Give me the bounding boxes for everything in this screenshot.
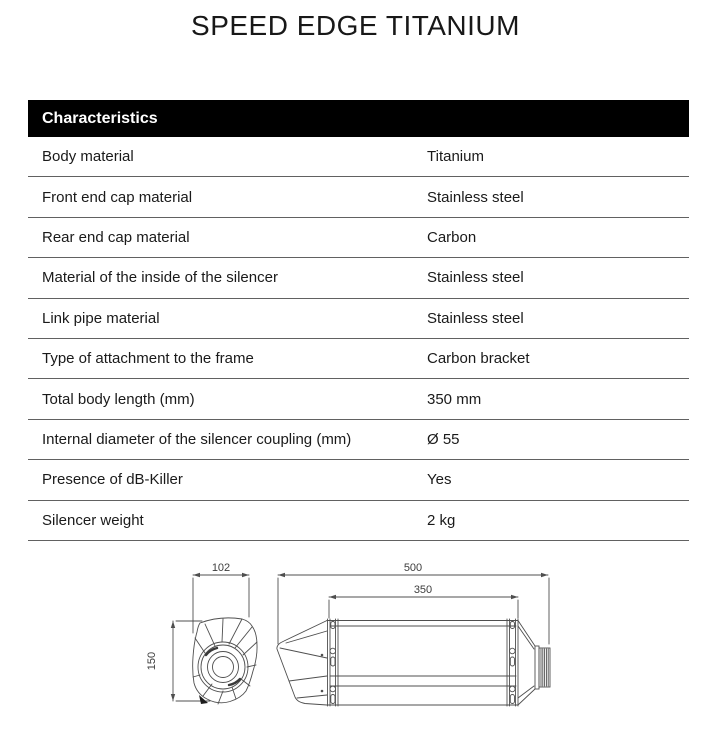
silencer-technical-drawing xyxy=(0,545,711,739)
page-title: SPEED EDGE TITANIUM xyxy=(191,10,520,41)
silencer-technical-drawing-svg xyxy=(0,545,711,739)
row-label: Type of attachment to the frame xyxy=(42,350,254,368)
row-value: Titanium xyxy=(427,148,484,166)
row-value: 2 kg xyxy=(427,511,456,529)
dimension-label-102: 102 xyxy=(211,562,231,574)
table-header: Characteristics xyxy=(28,100,689,137)
row-label: Body material xyxy=(42,148,134,166)
dimension-body-length xyxy=(329,595,518,618)
dimension-label-500: 500 xyxy=(403,562,423,574)
table-row xyxy=(28,218,689,258)
bracket-notch xyxy=(199,695,208,704)
front-clamp-band xyxy=(328,619,339,706)
row-value: Carbon bracket xyxy=(427,350,530,368)
table-row xyxy=(28,501,689,541)
row-label: Front end cap material xyxy=(42,188,193,206)
dimension-end-view-width xyxy=(193,573,249,633)
row-value: 350 mm xyxy=(427,390,482,408)
rear-clamp-band xyxy=(507,619,518,706)
table-row xyxy=(28,137,689,177)
row-value: Carbon xyxy=(427,228,477,246)
dimension-label-150: 150 xyxy=(146,651,158,671)
row-value: Ø 55 xyxy=(427,430,460,448)
row-label: Internal diameter of the silencer coupling (mm) xyxy=(42,430,352,448)
row-value: Stainless steel xyxy=(427,188,524,206)
table-row xyxy=(28,258,689,298)
row-label: Presence of dB-Killer xyxy=(42,471,183,489)
silencer-side-view xyxy=(277,619,550,706)
outlet-pipe xyxy=(535,646,550,689)
row-value: Stainless steel xyxy=(427,309,524,327)
table-row xyxy=(28,299,689,339)
row-label: Silencer weight xyxy=(42,511,144,529)
row-value: Stainless steel xyxy=(427,269,524,287)
silencer-end-view xyxy=(193,618,257,704)
row-label: Total body length (mm) xyxy=(42,390,195,408)
characteristics-table xyxy=(28,100,689,541)
row-label: Link pipe material xyxy=(42,309,160,327)
table-row xyxy=(28,460,689,500)
dimension-label-350: 350 xyxy=(413,584,433,596)
table-row xyxy=(28,339,689,379)
row-label: Material of the inside of the silencer xyxy=(42,269,278,287)
row-label: Rear end cap material xyxy=(42,228,190,246)
row-value: Yes xyxy=(427,471,452,489)
table-row xyxy=(28,379,689,419)
table-row xyxy=(28,177,689,217)
table-row xyxy=(28,420,689,460)
dimension-end-view-height xyxy=(171,621,210,701)
